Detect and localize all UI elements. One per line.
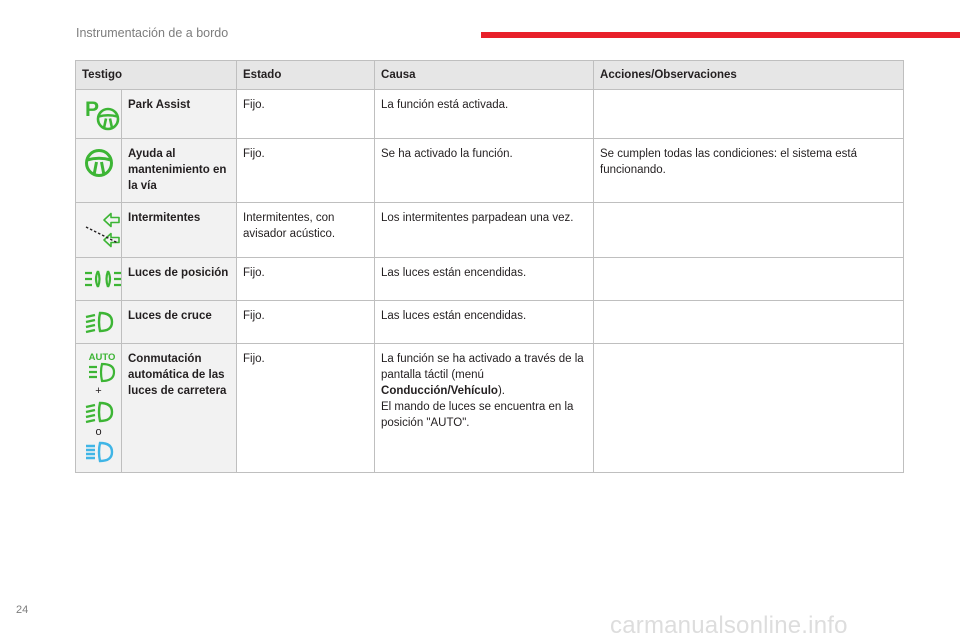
acciones-cell: Se cumplen todas las condiciones: el sistema está funcionando. bbox=[594, 139, 904, 203]
watermark: carmanualsonline.info bbox=[610, 612, 848, 639]
causa-text: La función se ha activado a través de la pantalla táctil (menú bbox=[381, 353, 584, 381]
position-lights-icon bbox=[82, 265, 124, 293]
auto-headlamp-icon bbox=[82, 351, 122, 385]
estado-cell: Intermitentes, con avisador acústico. bbox=[237, 203, 375, 258]
park-assist-icon bbox=[82, 97, 122, 131]
light-name: Ayuda al mantenimiento en la vía bbox=[122, 139, 237, 203]
icon-cell bbox=[76, 344, 122, 473]
dipped-beam-icon bbox=[82, 398, 118, 426]
column-header-causa: Causa bbox=[375, 61, 594, 90]
table-row bbox=[76, 203, 904, 258]
light-name: Conmutación automática de las luces de carretera bbox=[122, 344, 237, 473]
menu-path: Conducción/Vehículo bbox=[381, 385, 498, 397]
icon-cell bbox=[76, 301, 122, 344]
svg-text:P: P bbox=[85, 98, 100, 121]
table-row bbox=[76, 258, 904, 301]
icon-cell bbox=[76, 258, 122, 301]
auto-label: AUTO bbox=[88, 352, 116, 363]
separator-plus: + bbox=[95, 385, 102, 397]
light-name: Luces de cruce bbox=[122, 301, 237, 344]
estado-cell: Fijo. bbox=[237, 139, 375, 203]
estado-cell: Fijo. bbox=[237, 258, 375, 301]
table-row bbox=[76, 344, 904, 473]
acciones-cell bbox=[594, 203, 904, 258]
acciones-cell bbox=[594, 301, 904, 344]
turn-signals-icon bbox=[82, 210, 122, 250]
icon-cell bbox=[76, 90, 122, 139]
light-name: Intermitentes bbox=[122, 203, 237, 258]
light-name: Park Assist bbox=[122, 90, 237, 139]
icon-cell bbox=[76, 203, 122, 258]
causa-cell bbox=[375, 344, 594, 473]
estado-cell: Fijo. bbox=[237, 344, 375, 473]
accent-bar bbox=[481, 32, 960, 38]
dipped-beam-icon bbox=[82, 308, 118, 336]
table-row bbox=[76, 90, 904, 139]
acciones-cell bbox=[594, 258, 904, 301]
main-beam-icon bbox=[82, 439, 118, 465]
causa-text-end: ). bbox=[497, 385, 505, 397]
acciones-cell bbox=[594, 344, 904, 473]
section-title: Instrumentación de a bordo bbox=[76, 26, 229, 40]
causa-cell: La función está activada. bbox=[375, 90, 594, 139]
table-header-row bbox=[76, 61, 904, 90]
icon-cell bbox=[76, 139, 122, 203]
estado-cell: Fijo. bbox=[237, 90, 375, 139]
column-header-acciones: Acciones/Observaciones bbox=[594, 61, 904, 90]
table-row bbox=[76, 301, 904, 344]
column-header-testigo: Testigo bbox=[76, 61, 237, 90]
warning-lights-table bbox=[75, 60, 904, 473]
causa-cell: Se ha activado la función. bbox=[375, 139, 594, 203]
light-name: Luces de posición bbox=[122, 258, 237, 301]
steering-wheel-icon bbox=[82, 146, 116, 180]
causa-text-line2: El mando de luces se encuentra en la posición "AUTO". bbox=[381, 401, 574, 429]
causa-cell: Las luces están encendidas. bbox=[375, 301, 594, 344]
column-header-estado: Estado bbox=[237, 61, 375, 90]
causa-cell: Las luces están encendidas. bbox=[375, 258, 594, 301]
causa-cell: Los intermitentes parpadean una vez. bbox=[375, 203, 594, 258]
page-number: 24 bbox=[16, 604, 29, 616]
separator-o: o bbox=[95, 426, 102, 438]
estado-cell: Fijo. bbox=[237, 301, 375, 344]
table-row bbox=[76, 139, 904, 203]
acciones-cell bbox=[594, 90, 904, 139]
